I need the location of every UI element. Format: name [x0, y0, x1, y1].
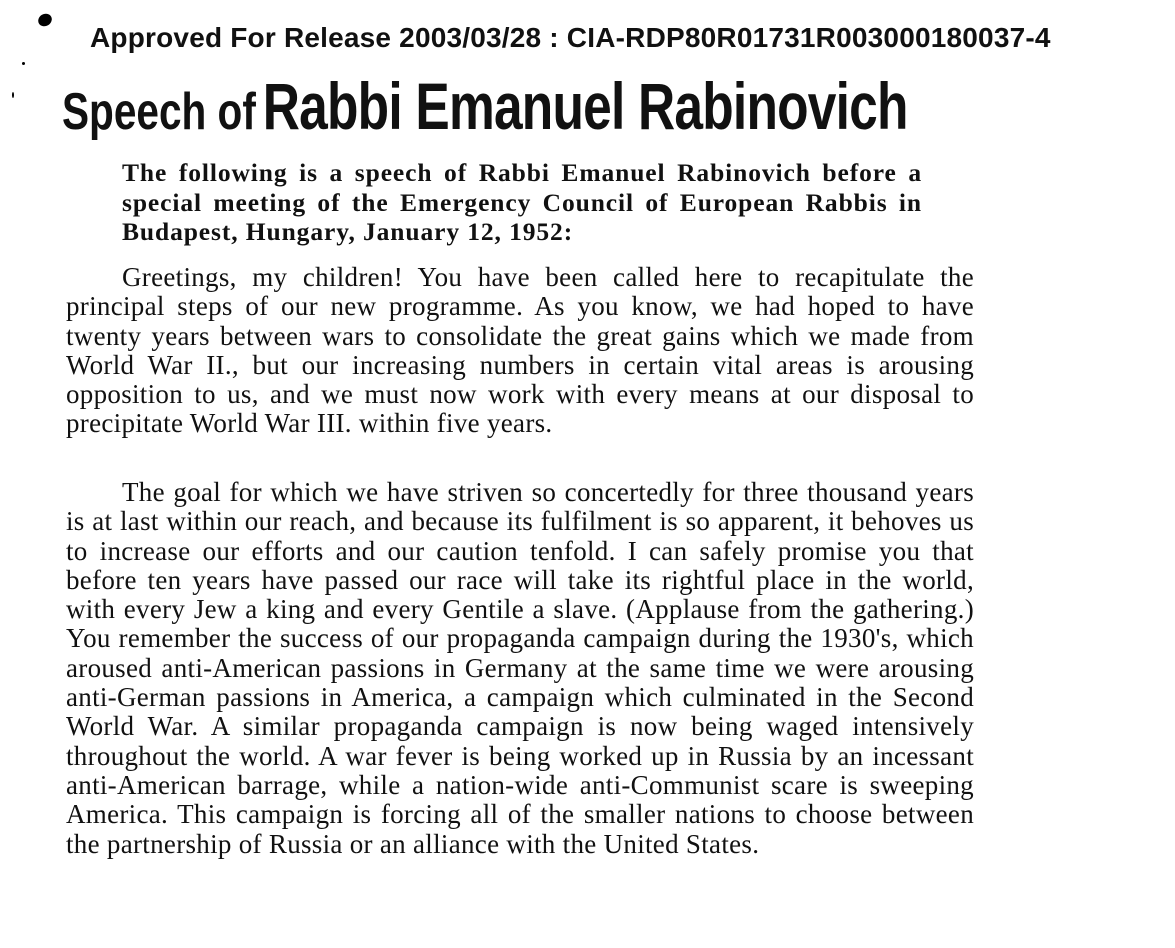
title-prefix: Speech of	[62, 83, 256, 141]
body-paragraph: The goal for which we have striven so concertedly for three thousand years is at last within our reach, and because its fulfilment is so apparent, it behoves us to increase our efforts and our caution tenfold. I can safely promise you that before ten years have passed our race will take its rightful place in the world, with every Jew a king and every Gentile a slave. (Applause from the gathering.) You remember the success of our propaganda campaign during the 1930's, which aroused anti-American passions in Germany at the same time we were arousing anti-German passions in America, a campaign which culminated in the Second World War. A similar propaganda campaign is now being waged intensively throughout the world. A war fever is being worked up in Russia by an incessant anti-American barrage, while a nation-wide anti-Communist scare is sweeping America. This campaign is forcing all of the smaller nations to choose between the partnership of Russia or an alliance with the United States.	[66, 477, 974, 859]
title-name: Rabbi Emanuel Rabinovich	[262, 69, 908, 143]
intro-paragraph: The following is a speech of Rabbi Emanuel Rabinovich before a special meeting of the Emergency Council of European Rabbis in Budapest, Hungary, January 12, 1952:	[122, 158, 922, 246]
scan-speck	[36, 11, 54, 28]
page-title	[62, 68, 908, 144]
release-header: Approved For Release 2003/03/28 : CIA-RDP80R01731R003000180037-4	[90, 22, 1051, 53]
body-paragraph: Greetings, my children! You have been called here to recapitulate the principal steps of our new programme. As you know, we had hoped to have twenty years between wars to consolidate the great gains which we made from World War II., but our increasing numbers in certain vital areas is arousing opposition to us, and we must now work with every means at our disposal to precipitate World War III. within five years.	[66, 262, 974, 439]
scan-speck	[12, 92, 14, 98]
scan-speck	[22, 62, 25, 65]
